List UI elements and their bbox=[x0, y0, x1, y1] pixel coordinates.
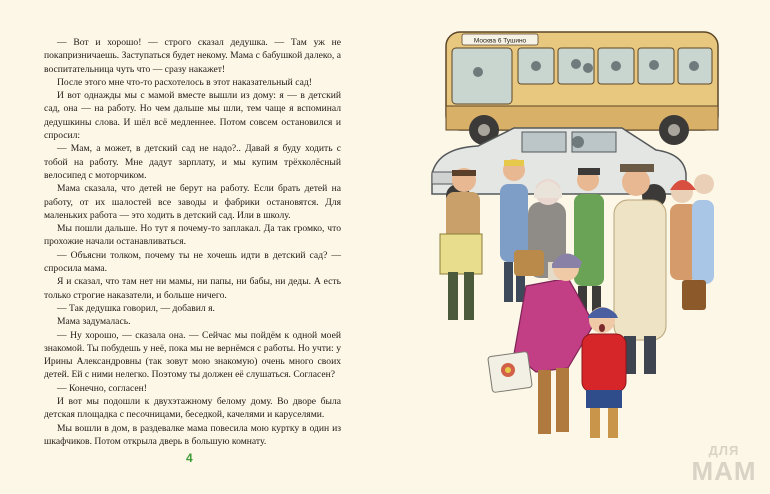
watermark bbox=[686, 444, 762, 490]
street-illustration bbox=[418, 24, 738, 454]
paragraph: — Мам, а может, в детский сад не надо?.. Давай я буду ходить с тобой на работу. Мне дадут зарплату, и мы купим трёхколёсный велосипед с моторчиком. bbox=[44, 143, 341, 181]
paragraph: И вот однажды мы с мамой вместе вышли из дому: я — в детский сад, она — на работу. Но чем дальше мы шли, тем чаще я вспоминал дедушкины слова. И шёл всё медленнее. Потом совсем остановился и спросил: bbox=[44, 90, 341, 142]
bus-route-sign: Москва 6 Тушино bbox=[473, 37, 527, 45]
paragraph: Мама задумалась. bbox=[57, 316, 131, 328]
story-text bbox=[44, 36, 341, 448]
page-number: 4 bbox=[186, 451, 193, 465]
paragraph: Мама сказала, что детей не берут на работу. Если брать детей на работу, от их шалостей все заводы и фабрики остановятся. Для маленьких работа — это ходить в детский сад. Или в школу. bbox=[44, 183, 341, 221]
paragraph: Мы пошли дальше. Но тут я почему-то заплакал. Да так громко, что прохожие начали останавливаться. bbox=[44, 223, 341, 248]
paragraph: Я и сказал, что там нет ни мамы, ни папы, ни бабы, ни деды. А есть только строгие наказатели, и больше ничего. bbox=[44, 276, 341, 301]
paragraph: После этого мне что-то расхотелось в этот наказательный сад! bbox=[57, 76, 312, 88]
paragraph: — Ну хорошо, — сказала она. — Сейчас мы пойдём к одной моей знакомой. Ты побудешь у неё, пока мы не вернёмся с работы. Но учти: у Ирины Александровны (так зовут мою знакомую) очень много своих детей. Ей с ними нелегко. Поэтому ты должен её слушаться. Согласен? bbox=[44, 329, 341, 381]
paragraph: — Вот и хорошо! — строго сказал дедушка. — Там уж не покапризничаешь. Заступаться будет некому. Мама с бабушкой далеко, а воспитательница чуть что — сразу накажет! bbox=[44, 37, 341, 75]
watermark-top: ДЛЯ bbox=[708, 443, 740, 458]
paragraph: — Так дедушка говорил, — добавил я. bbox=[57, 302, 215, 314]
paragraph: — Конечно, согласен! bbox=[57, 382, 147, 394]
paragraph: — Объясни толком, почему ты не хочешь идти в детский сад? — спросила мама. bbox=[44, 249, 341, 275]
paragraph: И вот мы подошли к двухэтажному белому дому. Во дворе была детская площадка с песочницами, беседкой, качелями и каруселями. bbox=[44, 396, 341, 421]
watermark-bottom: МАМ bbox=[691, 456, 757, 486]
paragraph: Мы вошли в дом, в раздевалке мама повесила мою куртку в один из шкафчиков. Потом открыла дверь в большую комнату. bbox=[44, 422, 341, 447]
